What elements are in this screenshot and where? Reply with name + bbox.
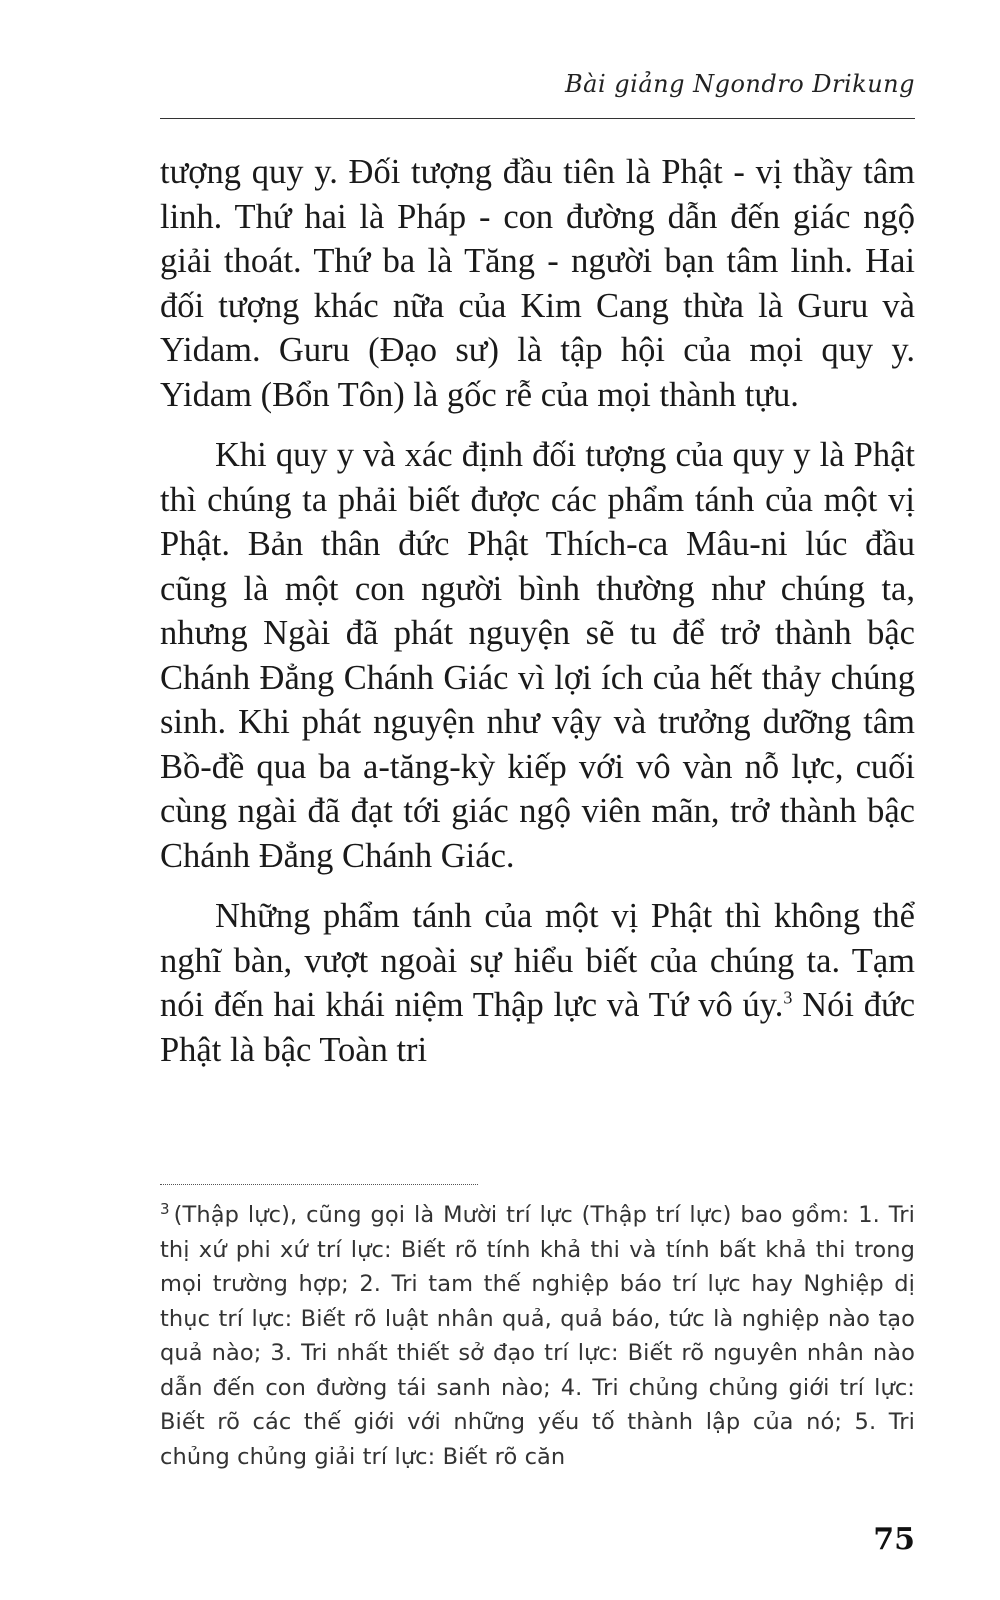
main-text [160, 150, 915, 1088]
page-number: 75 [873, 1522, 915, 1557]
footnote-reference: 3 [783, 987, 793, 1008]
footnote-separator [160, 1184, 478, 1185]
paragraph-2: Khi quy y và xác định đối tượng của quy y là Phật thì chúng ta phải biết được các phẩm tánh của một vị Phật. Bản thân đức Phật Thích-ca Mâu-ni lúc đầu cũng là một con người bình thường như chúng ta, nhưng Ngài đã phát nguyện sẽ tu để trở thành bậc Chánh Đẳng Chánh Giác vì lợi ích của hết thảy chúng sinh. Khi phát nguyện như vậy và trưởng dưỡng tâm Bồ-đề qua ba a-tăng-kỳ kiếp với vô vàn nỗ lực, cuối cùng ngài đã đạt tới giác ngộ viên mãn, trở thành bậc Chánh Đẳng Chánh Giác. [160, 436, 915, 875]
paragraph-1: tượng quy y. Đối tượng đầu tiên là Phật - vị thầy tâm linh. Thứ hai là Pháp - con đường dẫn đến giác ngộ giải thoát. Thứ ba là Tăng - người bạn tâm linh. Hai đối tượng khác nữa của Kim Cang thừa là Guru và Yidam. Guru (Đạo sư) là tập hội của mọi quy y. Yidam (Bổn Tôn) là gốc rễ của mọi thành tựu. [160, 153, 915, 414]
footnote [160, 1198, 915, 1474]
paragraph-3-text: Những phẩm tánh của một vị Phật thì không thể nghĩ bàn, vượt ngoài sự hiểu biết của chúng ta. Tạm nói đến hai khái niệm Thập lực và Tứ vô úy. [160, 897, 915, 1024]
footnote-text: (Thập lực), cũng gọi là Mười trí lực (Thập trí lực) bao gồm: 1. Tri thị xứ phi xứ trí lực: Biết rõ tính khả thi và tính bất khả thi trong mọi trường hợp; 2. Tri tam thế nghiệp báo trí lực hay Nghiệp dị thục trí lực: Biết rõ luật nhân quả, quả báo, tức là nghiệp nào tạo quả nào; 3. Tri nhất thiết sở đạo trí lực: Biết rõ nguyên nhân nào dẫn đến con đường tái sanh nào; 4. Tri chủng chủng giới trí lực: Biết rõ các thế giới với những yếu tố thành lập của nó; 5. Tri chủng chủng giải trí lực: Biết rõ căn [160, 1202, 915, 1470]
running-header: Bài giảng Ngondro Drikung [565, 70, 915, 98]
footnote-mark: 3 [160, 1199, 170, 1218]
paragraph-3-text-end: Nói đức Phật là bậc Toàn tri [160, 986, 916, 1069]
paragraph-3 [160, 894, 915, 1072]
header-rule [160, 118, 915, 119]
